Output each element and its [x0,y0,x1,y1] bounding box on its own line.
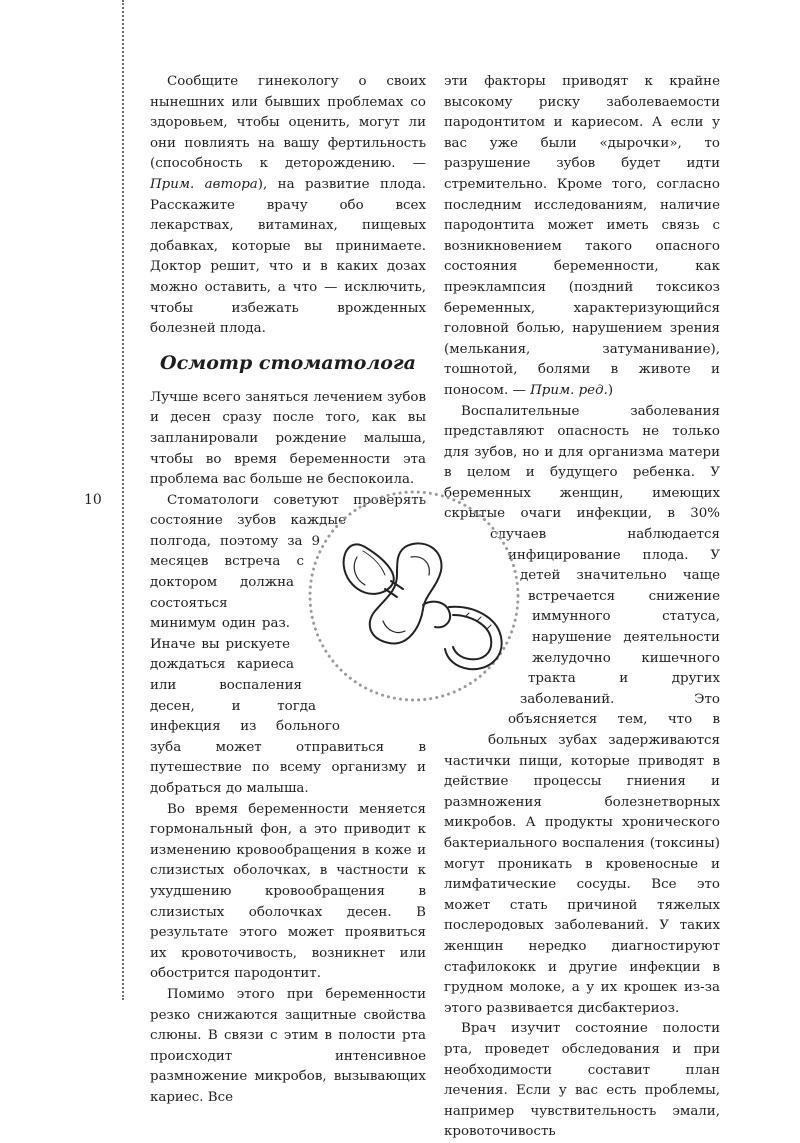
wrap-spacer [444,711,488,732]
pacifier-icon [344,543,502,669]
paragraph: Воспалительные заболевания представляют опасность не только для зубов, но и для организма матери в целом и будущего ребенка. У беременных женщин, имеющих скрытые очаги инфекции, в 30% случаев наблюдается инфицирование плода. У детей значительно чаще встречается снижение иммунного статуса, нарушение деятельности желудочно кишечного тракта и других заболеваний. Это объясняется тем, что в больных зубах задерживаются частички пищи, которые приводят в действие процессы гниения и размножения болезнетворных микробов. А продукты хронического бактериального воспаления (токсины) могут проникать в кровеносные и лимфатические сосуды. Все это может стать причиной тяжелых послеродовых заболеваний. У таких женщин нередко диагностируют стафилококк и другие инфекции в грудном молоке, а у их крошек из-за этого развивается дисбактериоз. [444,403,720,1016]
paragraph [444,72,720,402]
paragraph: Лучше всего заняться лечением зубов и десен сразу после того, как вы запланировали рождение малыша, чтобы во время беременности эта проблема вас больше не беспокоила. [150,389,426,488]
paragraph [150,72,426,340]
dotted-circle-frame [310,492,518,700]
wrap-spacer [340,712,426,733]
section-heading: Осмотр стоматолога [160,351,416,374]
paragraph: Помимо этого при беременности резко снижаются защитные свойства слюны. В связи с этим в полости рта происходит интенсивное размножение микробов, вызывающих кариес. Все [150,986,426,1105]
paragraph: Врач изучит состояние полости рта, проведет обследования и при необходимости составит план лечения. Если у вас есть проблемы, например чувствительность эмали, кровоточивость [444,1021,720,1140]
paragraph: Во время беременности меняется гормональный фон, а это приводит к изменению кровообращения в коже и слизистых оболочках, в частности к ухудшению кровообращения в слизистых оболочках десен. В результате этого может проявиться их кровоточивость, возникнет или обострится пародонтит. [150,801,426,982]
paragraph-text: Сообщите гинекологу о своих нынешних или бывших проблемах со здоровьем, чтобы оценить, могут ли они повлиять на вашу фертильность (способность к деторождению. — [150,74,426,172]
editor-note: Прим. ред. [530,382,608,398]
paragraph-text: ) [607,382,614,398]
paragraph-text: ), на развитие плода. Расскажите врачу обо всех лекарствах, витаминах, пищевых добавках, которые вы принимаете. Доктор решит, что и в каких дозах можно оставить, а что — исключить, чтобы избежать врожденных болезней плода. [150,176,426,337]
editor-note: Прим. автора [150,176,258,192]
pacifier-illustration [305,487,523,705]
paragraph-text: эти факторы приводят к крайне высокому риску заболеваемости пародонтитом и кариесом. А если у вас уже были «дырочки», то разрушение зубов будет идти стремительно. Кроме того, согласно последним исследованиям, наличие пародонтита может иметь связь с возникновением такого опасного состояния беременности, как преэклампсия (поздний токсикоз беременных, характеризующийся головной болью, нарушением зрения (мелькания, затуманивание), тошнотой, болями в животе и поносом. — [444,74,720,398]
paragraph: Стоматологи советуют проверять состояние зубов каждые полгода, поэтому за 9 месяцев встреча с доктором должна состояться минимум один раз. Иначе вы рискуете дождаться кариеса или воспаления десен, и тогда инфекция из больного зуба может отправиться в путешествие по всему организму и добраться до малыша. [150,492,426,796]
page-number: 10 [84,492,102,508]
margin-dotted-rule [122,0,124,1000]
